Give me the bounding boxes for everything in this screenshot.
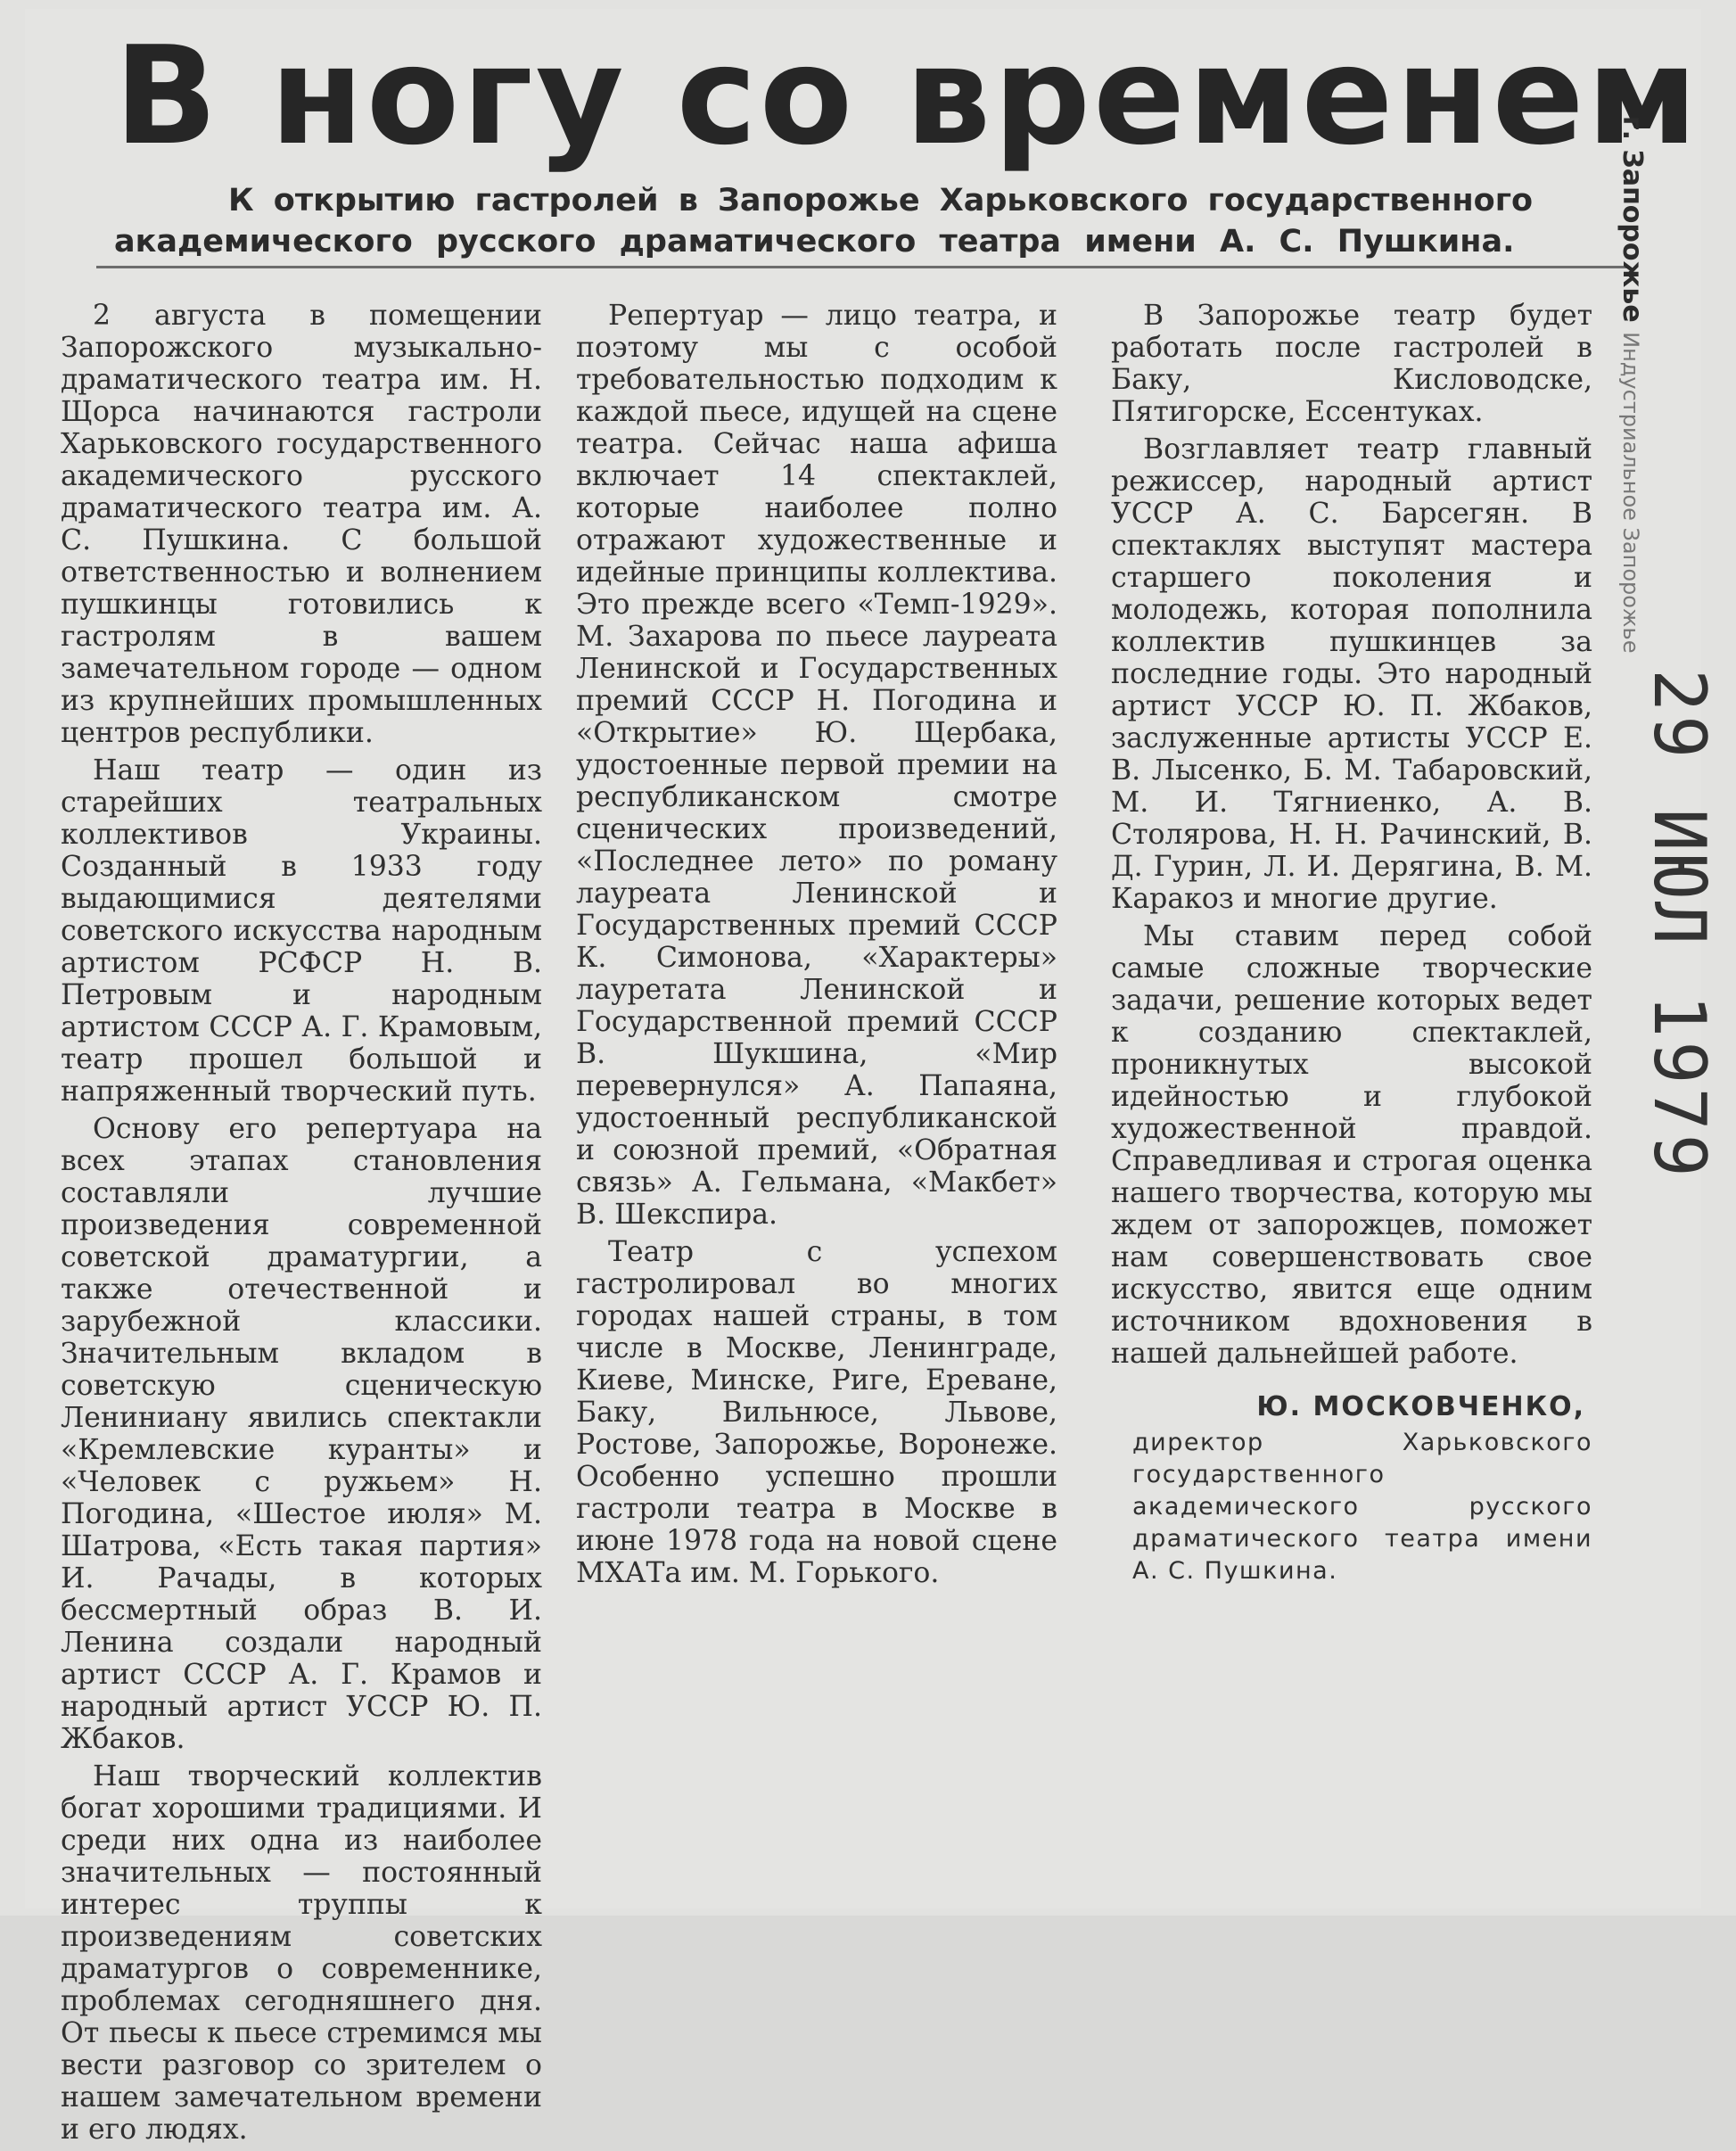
text-column-3 (1111, 300, 1592, 1587)
paragraph: Основу его репертуара на всех этапах становления составляли лучшие произведения современной советской драматургии, а также отечественной и зарубежной классики. Значительным вкладом в советскую сценическую Лениниану явились спектакли «Кремлевские куранты» и «Человек с ружьем» Н. Погодина, «Шестое июля» М. Шатрова, «Есть такая партия» И. Рачады, в которых бессмертный образ В. И. Ленина создали народный артист СССР А. Г. Крамов и народный артист УССР Ю. П. Жбаков. (61, 1113, 542, 1755)
paragraph: Наш творческий коллектив богат хорошими традициями. И среди них одна из наиболее значительных — постоянный интерес труппы к произведениям советских драматургов о современнике, проблемах сегодняшнего дня. От пьесы к пьесе стремимся мы вести разговор со зрителем о нашем замечательном времени и его людях. (61, 1760, 542, 2146)
paragraph: Наш театр — один из старейших театральных коллективов Украины. Созданный в 1933 году выдающимися деятелями советского искусства народным артистом РСФСР Н. В. Петровым и народным артистом СССР А. Г. Крамовым, театр прошел большой и напряженный творческий путь. (61, 754, 542, 1108)
date-stamp: 29 ИЮЛ 1979 (1638, 669, 1721, 1181)
author-name: Ю. МОСКОВЧЕНКО, (1256, 1391, 1585, 1422)
source-stamp (1615, 116, 1648, 653)
paragraph: Театр с успехом гастролировал во многих городах нашей страны, в том числе в Москве, Ленинграде, Киеве, Минске, Риге, Ереване, Баку, Вильнюсе, Львове, Ростове, Запорожье, Воронеже. Особенно успешно прошли гастроли театра в Москве в июне 1978 года на новой сцене МХАТа им. М. Горького. (576, 1236, 1057, 1589)
paragraph: В Запорожье театр будет работать после гастролей в Баку, Кисловодске, Пятигорске, Ессентуках. (1111, 300, 1592, 428)
article-subheadline (114, 180, 1594, 262)
article-headline: В ногу со временем (114, 17, 1700, 175)
text-column-2 (576, 300, 1057, 1595)
newspaper-clipping (25, 9, 1721, 2146)
source-stamp-city: г. Запорожье (1617, 116, 1648, 323)
author-title: директор Харьковского государственного академического русского драматического театра имени А. С. Пушкина. (1132, 1429, 1592, 1585)
paragraph: Мы ставим перед собой самые сложные творческие задачи, решение которых ведет к созданию спектаклей, проникнутых высокой идейностью и глубокой художественной правдой. Справедливая и строгая оценка нашего творчества, которую мы ждем от запорожцев, поможет нам совершенствовать свое искусство, явится еще одним источником вдохновения в нашей дальнейшей работе. (1111, 920, 1592, 1370)
paragraph: 2 августа в помещении Запорожского музыкально-драматического театра им. Н. Щорса начинаются гастроли Харьковского государственного академического русского драматического театра им. А. С. Пушкина. С большой ответственностью и волнением пушкинцы готовились к гастролям в вашем замечательном городе — одном из крупнейших промышленных центров республики. (61, 300, 542, 749)
subheadline-line-1: К открытию гастролей в Запорожье Харьковского государственного (228, 183, 1534, 218)
text-column-1 (61, 300, 542, 2151)
paragraph: Возглавляет театр главный режиссер, народный артист УССР А. С. Барсегян. В спектаклях выступят мастера старшего поколения и молодежь, которая пополнила коллектив пушкинцев за последние годы. Это народный артист УССР Ю. П. Жбаков, заслуженные артисты УССР Е. В. Лысенко, Б. М. Табаровский, М. И. Тягниенко, А. В. Столярова, Н. Н. Рачинский, В. Д. Гурин, Л. И. Дерягина, В. М. Каракоз и многие другие. (1111, 433, 1592, 915)
paragraph: Репертуар — лицо театра, и поэтому мы с особой требовательностью подходим к каждой пьесе, идущей на сцене театра. Сейчас наша афиша включает 14 спектаклей, которые наиболее полно отражают художественные и идейные принципы коллектива. Это прежде всего «Темп-1929». М. Захарова по пьесе лауреата Ленинской и Государственных премий СССР Н. Погодина и «Открытие» Ю. Щербака, удостоенные первой премии на республиканском смотре сценических произведений, «Последнее лето» по роману лауреата Ленинской и Государственных премий СССР К. Симонова, «Характеры» лауретата Ленинской и Государственной премий СССР В. Шукшина, «Мир перевернулся» А. Папаяна, удостоенный республиканской и союзной премий, «Обратная связь» А. Гельмана, «Макбет» В. Шекспира. (576, 300, 1057, 1231)
source-stamp-newspaper: Индустриальное Запорожье (1618, 332, 1643, 654)
subheadline-line-2: академического русского драматического театра имени А. С. Пушкина. (114, 224, 1515, 260)
header-divider (96, 266, 1630, 268)
